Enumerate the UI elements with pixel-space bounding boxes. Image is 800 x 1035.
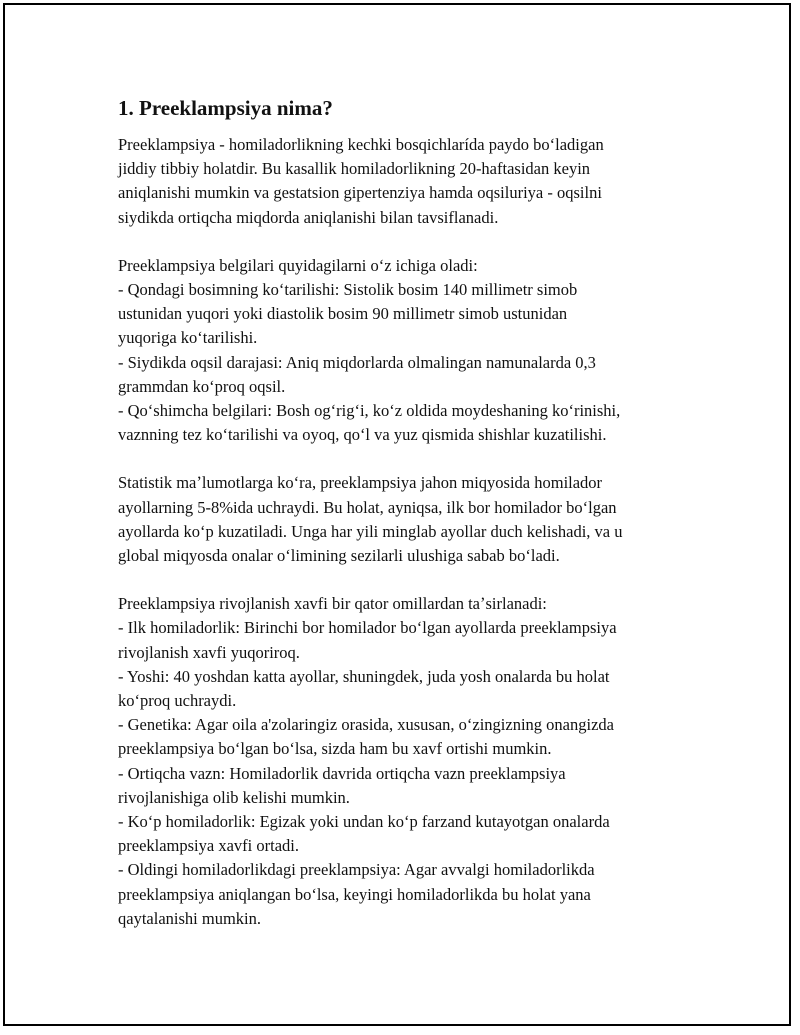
text-line: Preeklampsiya belgilari quyidagilarni oʻz ichiga oladi: — [118, 255, 478, 275]
text-line: rivojlanishiga olib kelishi mumkin. — [118, 787, 350, 807]
text-line: - Ilk homiladorlik: Birinchi bor homilador boʻlgan ayollarda preeklampsiya — [118, 618, 617, 638]
text-line: Statistik maʼlumotlarga koʻra, preeklampsiya jahon miqyosida homilador — [118, 473, 603, 493]
paragraph-risk-factors — [118, 592, 698, 931]
text-line: grammdan koʻproq oqsil. — [118, 376, 286, 396]
text-line: Preeklampsiya - homiladorlikning kechki bosqichlarída paydo boʻladigan — [118, 135, 604, 154]
text-line: - Qondagi bosimning koʻtarilishi: Sistolik bosim 140 millimetr simob — [118, 280, 578, 300]
text-line: Preeklampsiya rivojlanish xavfi bir qator omillardan taʼsirlanadi: — [118, 594, 547, 614]
text-line: preeklampsiya aniqlangan boʻlsa, keyingi homiladorlikda bu holat yana — [118, 884, 591, 904]
text-line: - Ortiqcha vazn: Homiladorlik davrida ortiqcha vazn preeklampsiya — [118, 763, 566, 783]
text-line: qaytalanishi mumkin. — [118, 908, 261, 928]
text-line: preeklampsiya boʻlgan boʻlsa, sizda ham bu xavf ortishi mumkin. — [118, 739, 552, 759]
text-line: aniqlanishi mumkin va gestatsion gipertenziya hamda oqsiluriya - oqsilni — [118, 183, 602, 203]
text-line: - Oldingi homiladorlikdagi preeklampsiya: Agar avvalgi homiladorlikda — [118, 860, 595, 880]
text-line: ustunidan yuqori yoki diastolik bosim 90 millimetr simob ustunidan — [118, 304, 568, 324]
text-line: koʻproq uchraydi. — [118, 691, 237, 711]
section-heading: 1. Preeklampsiya nima? — [118, 96, 333, 120]
text-line: jiddiy tibbiy holatdir. Bu kasallik homiladorlikning 20-haftasidan keyin — [118, 159, 591, 179]
text-line: siydikda ortiqcha miqdorda aniqlanishi bilan tavsiflanadi. — [118, 207, 499, 227]
document-body — [118, 93, 698, 955]
text-line: yuqoriga koʻtarilishi. — [118, 328, 258, 348]
text-line: ayollarda koʻp kuzatiladi. Unga har yili minglab ayollar duch kelishadi, va u — [118, 521, 623, 541]
text-line: preeklampsiya xavfi ortadi. — [118, 836, 299, 856]
text-line: vaznning tez koʻtarilishi va oyoq, qoʻl va yuz qismida shishlar kuzatilishi. — [118, 425, 607, 445]
paragraph-definition — [118, 133, 698, 230]
text-line: ayollarning 5-8%ida uchraydi. Bu holat, ayniqsa, ilk bor homilador boʻlgan — [118, 497, 617, 517]
paragraph-symptoms — [118, 254, 698, 448]
text-line: - Qoʻshimcha belgilari: Bosh ogʻrigʻi, koʻz oldida moydeshaning koʻrinishi, — [118, 401, 621, 421]
text-line: rivojlanish xavfi yuqoriroq. — [118, 642, 300, 662]
text-line: global miqyosda onalar oʻlimining sezilarli ulushiga sabab boʻladi. — [118, 546, 560, 566]
text-line: - Koʻp homiladorlik: Egizak yoki undan koʻp farzand kutayotgan onalarda — [118, 812, 610, 832]
text-line: - Siydikda oqsil darajasi: Aniq miqdorlarda olmalingan namunalarda 0,3 — [118, 352, 596, 372]
text-line: - Yoshi: 40 yoshdan katta ayollar, shuningdek, juda yosh onalarda bu holat — [118, 666, 610, 686]
paragraph-statistics — [118, 471, 698, 568]
text-line: - Genetika: Agar oila a'zolaringiz orasida, xususan, oʻzingizning onangizda — [118, 715, 614, 735]
